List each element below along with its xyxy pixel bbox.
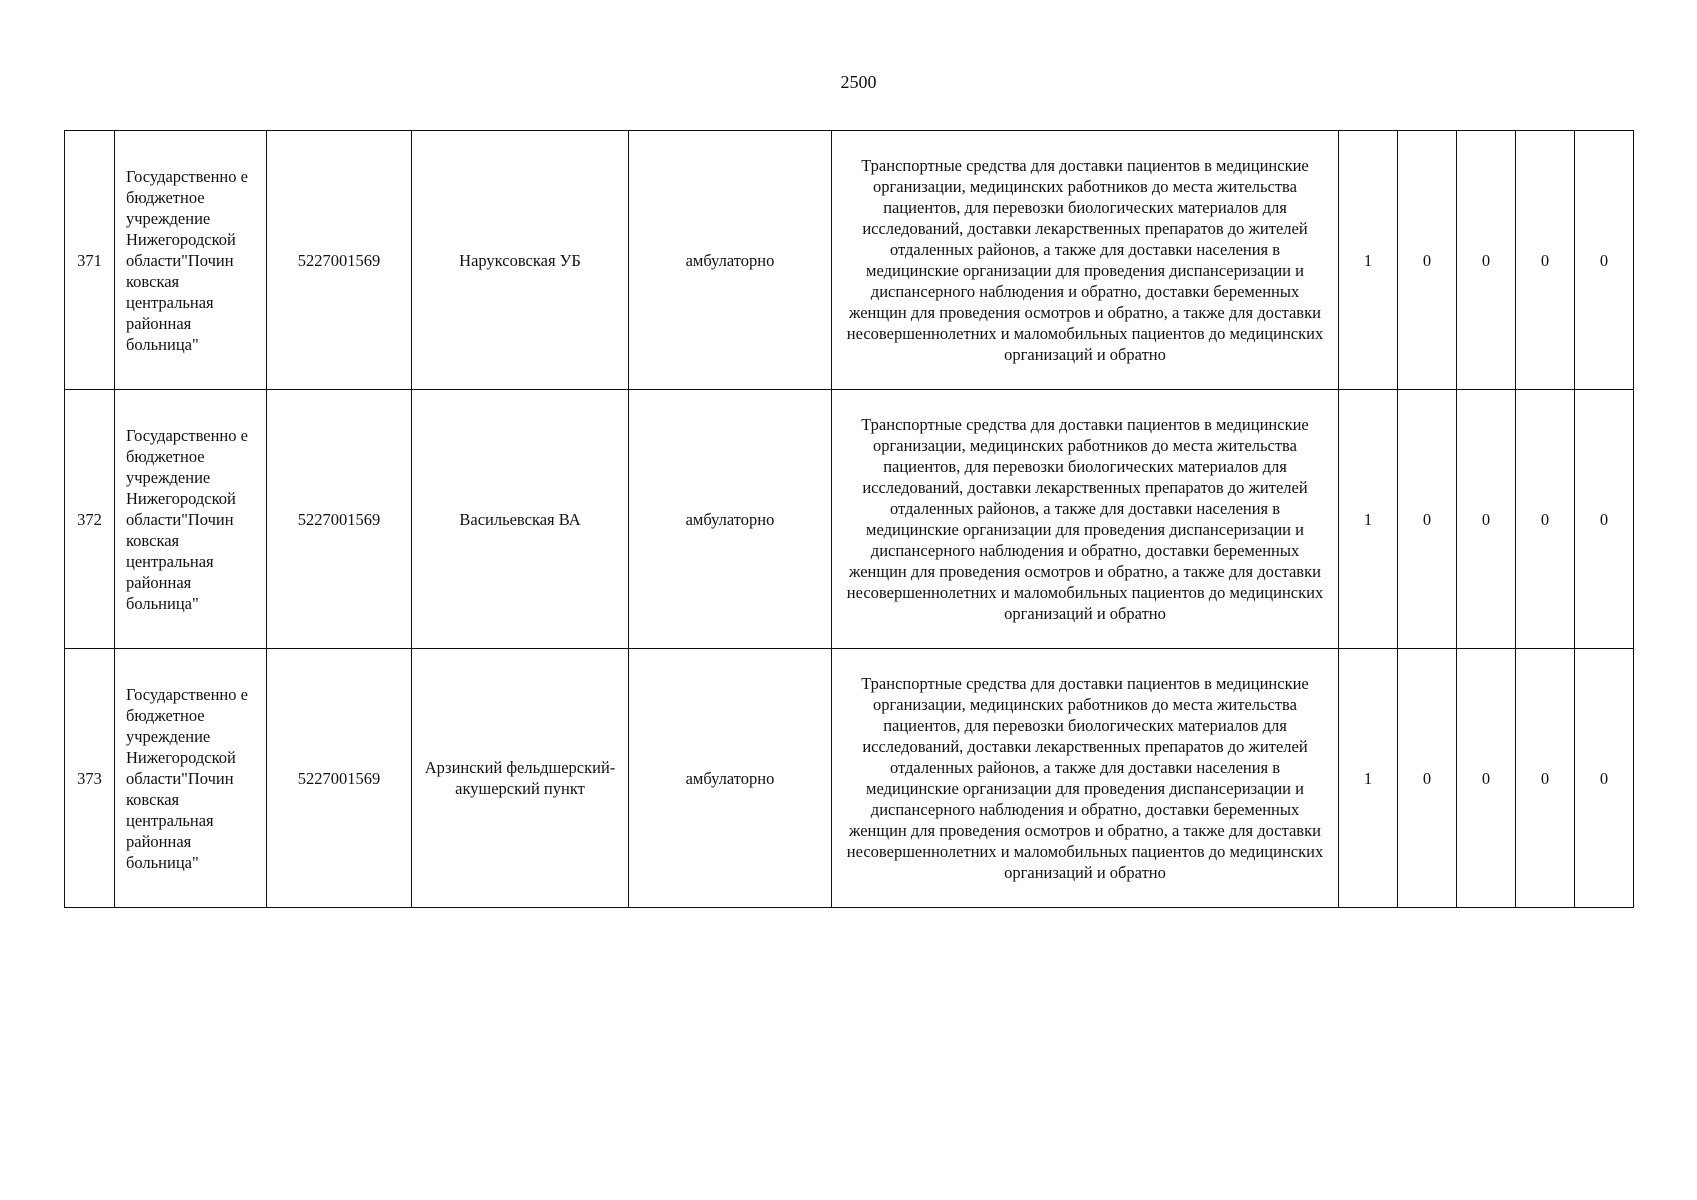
care-type: амбулаторно: [629, 131, 832, 390]
inn-cell: 5227001569: [267, 390, 412, 649]
count-cell: 0: [1575, 649, 1634, 908]
count-cell: 1: [1339, 390, 1398, 649]
description-cell: Транспортные средства для доставки пациентов в медицинские организации, медицинских работников до места жительства пациентов, для перевозки биологических материалов для исследований, доставки лекарственных препаратов до жителей отдаленных районов, а также для доставки населения в медицинские организации для проведения диспансеризации и диспансерного наблюдения и обратно, доставки беременных женщин для проведения осмотров и обратно, а также для доставки несовершеннолетних и маломобильных пациентов до медицинских организаций и обратно: [832, 390, 1339, 649]
row-number: 373: [65, 649, 115, 908]
count-cell: 0: [1516, 390, 1575, 649]
count-cell: 0: [1398, 390, 1457, 649]
inn-cell: 5227001569: [267, 131, 412, 390]
table-row: [65, 649, 1634, 908]
page-number: 2500: [840, 72, 877, 92]
count-cell: 0: [1398, 131, 1457, 390]
count-cell: 0: [1516, 131, 1575, 390]
count-cell: 0: [1457, 390, 1516, 649]
inn-cell: 5227001569: [267, 649, 412, 908]
organization-name: Государственно е бюджетное учреждение Нижегородской области"Почин ковская центральная районная больница": [115, 390, 267, 649]
table-row: [65, 390, 1634, 649]
care-type: амбулаторно: [629, 390, 832, 649]
unit-name: Наруксовская УБ: [412, 131, 629, 390]
count-cell: 0: [1575, 131, 1634, 390]
unit-name: Арзинский фельдшерский-акушерский пункт: [412, 649, 629, 908]
count-cell: 1: [1339, 131, 1398, 390]
description-cell: Транспортные средства для доставки пациентов в медицинские организации, медицинских работников до места жительства пациентов, для перевозки биологических материалов для исследований, доставки лекарственных препаратов до жителей отдаленных районов, а также для доставки населения в медицинские организации для проведения диспансеризации и диспансерного наблюдения и обратно, доставки беременных женщин для проведения осмотров и обратно, а также для доставки несовершеннолетних и маломобильных пациентов до медицинских организаций и обратно: [832, 131, 1339, 390]
count-cell: 0: [1398, 649, 1457, 908]
count-cell: 1: [1339, 649, 1398, 908]
organization-name: Государственно е бюджетное учреждение Нижегородской области"Почин ковская центральная районная больница": [115, 649, 267, 908]
row-number: 371: [65, 131, 115, 390]
row-number: 372: [65, 390, 115, 649]
count-cell: 0: [1457, 649, 1516, 908]
count-cell: 0: [1457, 131, 1516, 390]
table-row: [65, 131, 1634, 390]
data-table: [64, 130, 1634, 908]
description-cell: Транспортные средства для доставки пациентов в медицинские организации, медицинских работников до места жительства пациентов, для перевозки биологических материалов для исследований, доставки лекарственных препаратов до жителей отдаленных районов, а также для доставки населения в медицинские организации для проведения диспансеризации и диспансерного наблюдения и обратно, доставки беременных женщин для проведения осмотров и обратно, а также для доставки несовершеннолетних и маломобильных пациентов до медицинских организаций и обратно: [832, 649, 1339, 908]
count-cell: 0: [1516, 649, 1575, 908]
count-cell: 0: [1575, 390, 1634, 649]
care-type: амбулаторно: [629, 649, 832, 908]
organization-name: Государственно е бюджетное учреждение Нижегородской области"Почин ковская центральная районная больница": [115, 131, 267, 390]
unit-name: Васильевская ВА: [412, 390, 629, 649]
